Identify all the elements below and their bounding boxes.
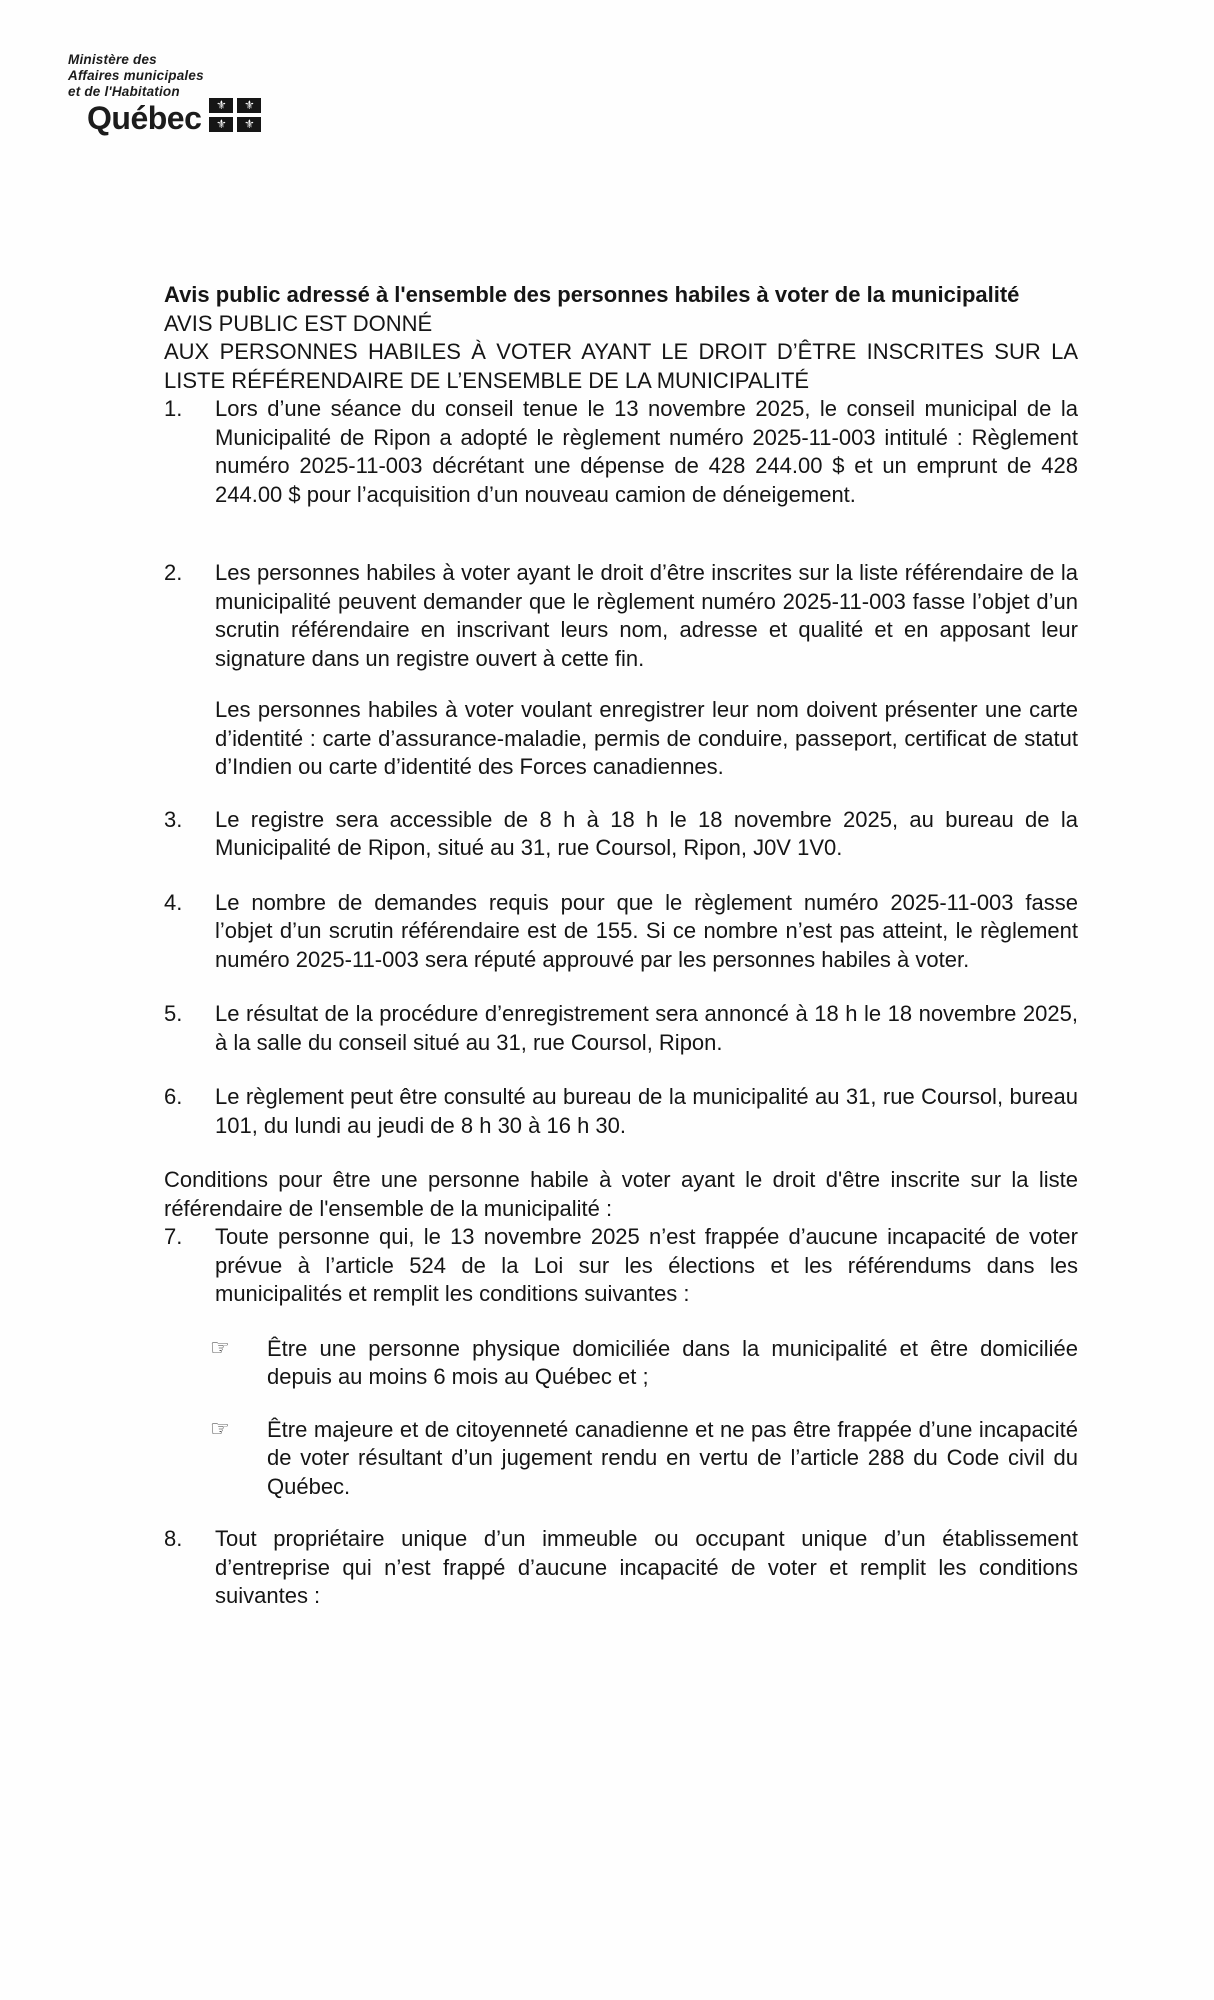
item-number: 6. (164, 1084, 183, 1109)
pointing-finger-icon: ☞ (210, 1335, 230, 1361)
numbered-item-1 (164, 395, 1078, 509)
item-text: Lors d’une séance du conseil tenue le 13 novembre 2025, le conseil municipal de la Municipalité de Ripon a adopté le règlement numéro 2025-11-003 intitulé : Règlement numéro 2025-11-003 décrétant une dépense de 428 244.00 $ et un emprunt de 428 244.00 $ pour l’acquisition d’un nouveau camion de déneigement. (215, 396, 1078, 507)
pointing-finger-icon: ☞ (210, 1416, 230, 1442)
condition-bullet-2 (210, 1416, 1078, 1502)
numbered-item-6 (164, 1083, 1078, 1140)
item-number: 4. (164, 889, 183, 915)
notice-body (164, 281, 1078, 1637)
fleur-de-lis-icon: ⚜ (237, 98, 261, 113)
numbered-item-7 (164, 1223, 1078, 1309)
numbered-item-4 (164, 889, 1078, 975)
quebec-flag-icon (209, 98, 261, 132)
ministry-name-line: Affaires municipales (68, 68, 204, 83)
item-number: 8. (164, 1526, 183, 1551)
quebec-signature (87, 98, 261, 135)
item-number: 2. (164, 560, 183, 585)
ministry-name-line: Ministère des (68, 52, 157, 67)
ministry-name (68, 52, 261, 100)
item-text: Les personnes habiles à voter ayant le droit d’être inscrites sur la liste référendaire de la municipalité peuvent demander que le règlement numéro 2025-11-003 fasse l’objet d’un scrutin référendaire en inscrivant leurs nom, adresse et qualité et en apposant leur signature dans un registre ouvert à cette fin. (215, 560, 1078, 671)
item-text: Le nombre de demandes requis pour que le règlement numéro 2025-11-003 fasse l’objet d’un scrutin référendaire est de 155. Si ce nombre n’est pas atteint, le règlement numéro 2025-11-003 sera réputé approuvé par les personnes habiles à voter. (215, 889, 1078, 972)
fleur-de-lis-icon: ⚜ (209, 98, 233, 113)
quebec-wordmark: Québec (87, 100, 202, 136)
numbered-item-5 (164, 1000, 1078, 1057)
notice-addressees: AUX PERSONNES HABILES À VOTER AYANT LE DROIT D’ÊTRE INSCRITES SUR LA LISTE RÉFÉRENDAIRE DE L’ENSEMBLE DE LA MUNICIPALITÉ (164, 339, 1078, 393)
numbered-item-8 (164, 1525, 1078, 1611)
item-text: Le règlement peut être consulté au bureau de la municipalité au 31, rue Coursol, bureau 101, du lundi au jeudi de 8 h 30 à 16 h 30. (215, 1084, 1078, 1138)
numbered-item-2 (164, 559, 1078, 673)
ministry-name-line: et de l'Habitation (68, 84, 180, 99)
conditions-heading: Conditions pour être une personne habile à voter ayant le droit d'être inscrite sur la liste référendaire de l'ensemble de la municipalité : (164, 1167, 1078, 1221)
condition-bullet-1 (210, 1335, 1078, 1392)
fleur-de-lis-icon: ⚜ (209, 117, 233, 132)
bullet-text: Être une personne physique domiciliée dans la municipalité et être domiciliée depuis au moins 6 mois au Québec et ; (267, 1335, 1078, 1389)
fleur-de-lis-icon: ⚜ (237, 117, 261, 132)
item-text: Le résultat de la procédure d’enregistrement sera annoncé à 18 h le 18 novembre 2025, à la salle du conseil situé au 31, rue Coursol, Ripon. (215, 1001, 1078, 1055)
notice-given-line: AVIS PUBLIC EST DONNÉ (164, 310, 433, 336)
notice-title: Avis public adressé à l'ensemble des personnes habiles à voter de la municipalité (164, 282, 1020, 307)
item-number: 3. (164, 806, 183, 832)
item-number: 7. (164, 1224, 183, 1249)
item-text: Le registre sera accessible de 8 h à 18 h le 18 novembre 2025, au bureau de la Municipalité de Ripon, situé au 31, rue Coursol, Ripon, J0V 1V0. (215, 806, 1078, 860)
item-text: Toute personne qui, le 13 novembre 2025 n’est frappée d’aucune incapacité de voter prévue à l’article 524 de la Loi sur les élections et les référendums dans les municipalités et remplit les conditions suivantes : (215, 1224, 1078, 1306)
item-text: Les personnes habiles à voter voulant enregistrer leur nom doivent présenter une carte d’identité : carte d’assurance-maladie, permis de conduire, passeport, certificat de statut d’Indien ou carte d’identité des Forces canadiennes. (215, 697, 1078, 779)
bullet-text: Être majeure et de citoyenneté canadienne et ne pas être frappée d’une incapacité de voter résultant d’un jugement rendu en vertu de l’article 288 du Code civil du Québec. (267, 1416, 1078, 1499)
item-number: 1. (164, 396, 183, 421)
item-number: 5. (164, 1001, 183, 1026)
item-2-continuation (215, 696, 1078, 782)
numbered-item-3 (164, 806, 1078, 863)
quebec-government-logo (68, 52, 261, 135)
item-text: Tout propriétaire unique d’un immeuble ou occupant unique d’un établissement d’entreprise qui n’est frappé d’aucune incapacité de voter et remplit les conditions suivantes : (215, 1526, 1078, 1608)
